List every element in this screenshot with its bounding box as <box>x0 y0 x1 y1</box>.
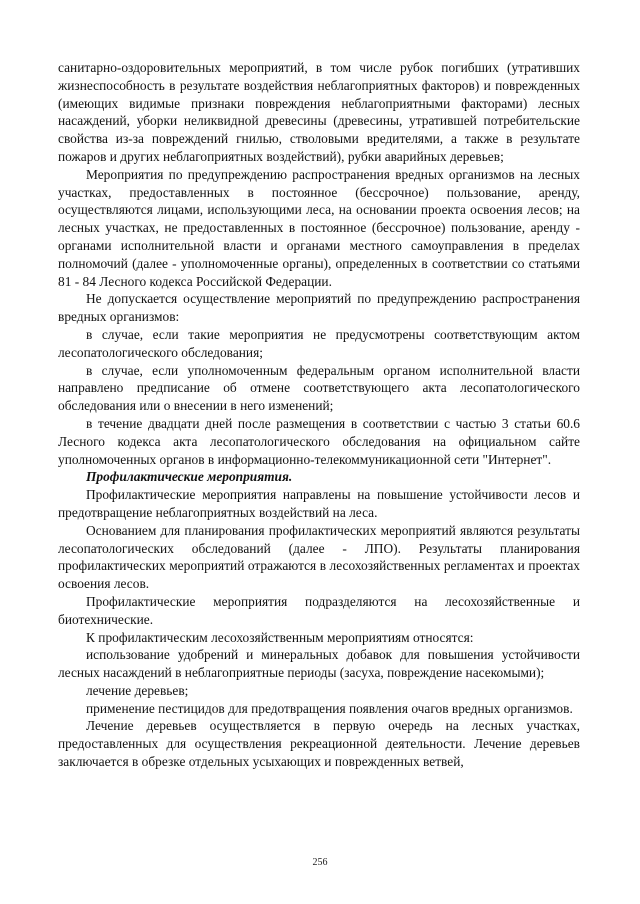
paragraph: Лечение деревьев осуществляется в первую очередь на лесных участках, предоставленных для осуществления рекреационной деятельности. Лечение деревьев заключается в обрезке отдельных усыхающих и поврежденных ветвей, <box>58 718 580 770</box>
paragraph: Профилактические мероприятия направлены на повышение устойчивости лесов и предотвращение неблагоприятных воздействий на леса. <box>58 487 580 520</box>
list-item: в случае, если уполномоченным федеральным органом исполнительной власти направлено предписание об отмене соответствующего акта лесопатологического обследования или о внесении в него изменений; <box>58 362 580 414</box>
paragraph: Мероприятия по предупреждению распространения вредных организмов на лесных участках, предоставленных в постоянное (бессрочное) пользование, аренду, осуществляются лицами, использующими леса, на основании проекта освоения лесов; на лесных участках, не предоставленных в постоянное (бессрочное) пользование, аренду - органами исполнительной власти и органами местного самоуправления в пределах полномочий (далее - уполномоченные органы), определенных в соответствии со статьями 81 - 84 Лесного кодекса Российской Федерации. <box>58 166 580 289</box>
page-number: 256 <box>312 857 328 868</box>
paragraph: Не допускается осуществление мероприятий по предупреждению распространения вредных организмов: <box>58 291 580 325</box>
list-item: в течение двадцати дней после размещения в соответствии с частью 3 статьи 60.6 Лесного кодекса акта лесопатологического обследования на официальном сайте уполномоченных органов в информационно-телекоммуникационной сети "Интернет". <box>58 415 580 467</box>
paragraph: Профилактические мероприятия подразделяются на лесохозяйственные и биотехнические. <box>58 593 580 627</box>
list-item: лечение деревьев; <box>86 682 189 698</box>
paragraph: К профилактическим лесохозяйственным мероприятиям относятся: <box>86 629 474 645</box>
section-heading: Профилактические мероприятия. <box>86 469 293 485</box>
paragraph-continuation: санитарно-оздоровительных мероприятий, в том числе рубок погибших (утративших жизнеспособность в результате воздействия неблагоприятных факторов) и поврежденных (имеющих видимые признаки повреждения неблагоприятными факторами) лесных насаждений, уборки неликвидной древесины (древесины, утратившей потребительские свойства из-за повреждений гнилью, стволовыми вредителями, а также в результате пожаров и других неблагоприятных воздействий), рубки аварийных деревьев; <box>58 60 580 164</box>
list-item: в случае, если такие мероприятия не предусмотрены соответствующим актом лесопатологического обследования; <box>58 326 580 360</box>
document-body <box>58 59 580 771</box>
list-item: применение пестицидов для предотвращения появления очагов вредных организмов. <box>86 700 573 716</box>
list-item: использование удобрений и минеральных добавок для повышения устойчивости лесных насаждений в неблагоприятные периоды (засуха, повреждение насекомыми); <box>58 647 580 681</box>
paragraph: Основанием для планирования профилактических мероприятий являются результаты лесопатологических обследований (далее - ЛПО). Результаты планирования профилактических мероприятий отражаются в лесохозяйственных регламентах и проектах освоения лесов. <box>58 522 580 592</box>
